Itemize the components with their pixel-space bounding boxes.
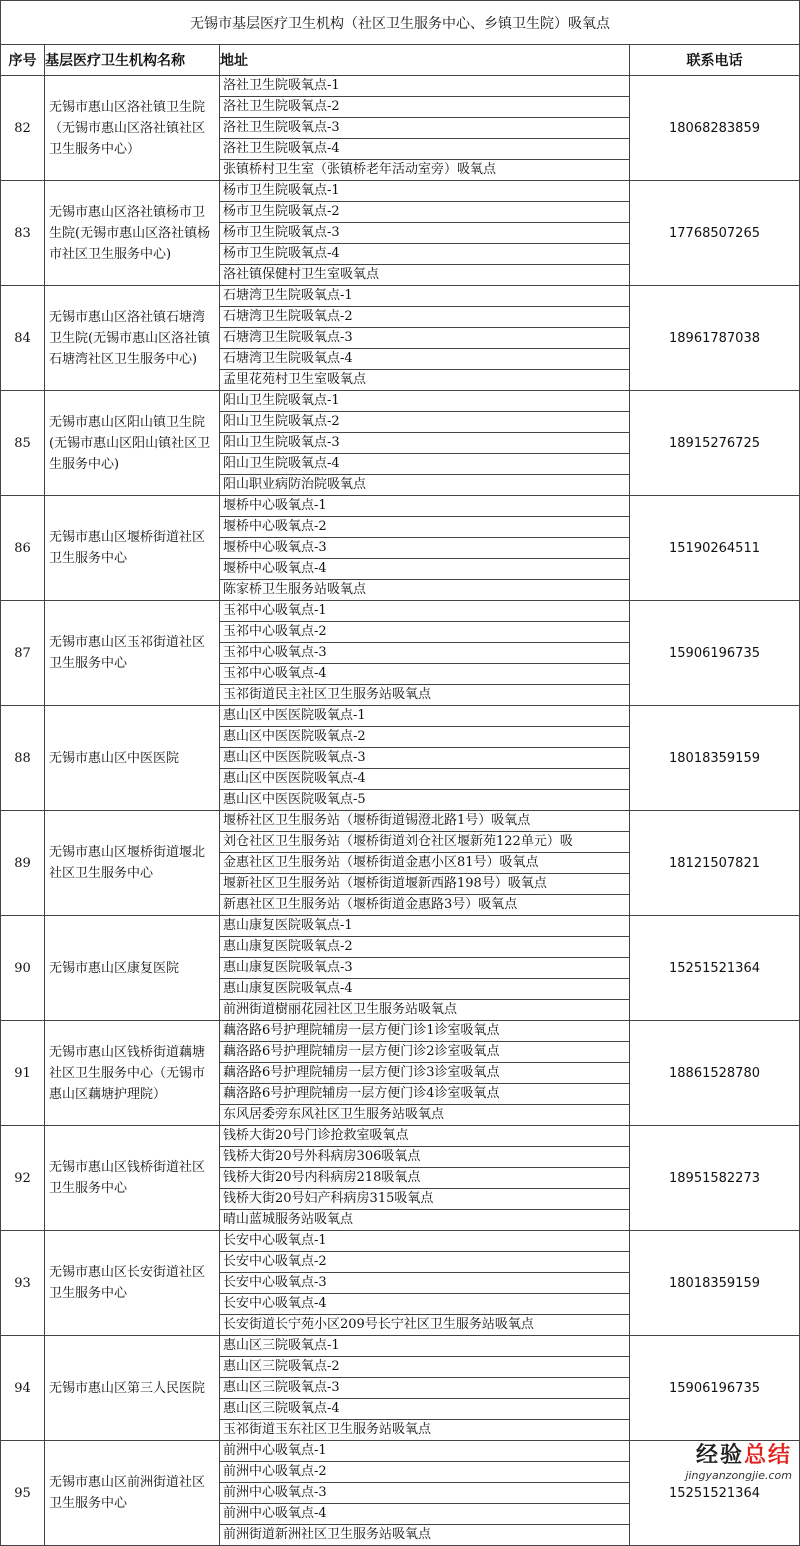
watermark-word-2: 总结	[743, 1443, 792, 1468]
address-item: 前洲中心吸氧点-3	[220, 1483, 629, 1504]
address-item: 石塘湾卫生院吸氧点-1	[220, 286, 629, 307]
institution-name: 无锡市惠山区阳山镇卫生院(无锡市惠山区阳山镇社区卫生服务中心)	[45, 391, 220, 496]
institution-name: 无锡市惠山区长安街道社区卫生服务中心	[45, 1231, 220, 1336]
address-item: 钱桥大街20号妇产科病房315吸氧点	[220, 1189, 629, 1210]
table-row	[1, 1231, 800, 1336]
address-list	[220, 181, 630, 286]
table-row	[1, 811, 800, 916]
serial-number: 94	[1, 1336, 45, 1441]
address-item: 洛社卫生院吸氧点-4	[220, 139, 629, 160]
address-item: 惠山区中医医院吸氧点-3	[220, 748, 629, 769]
serial-number: 87	[1, 601, 45, 706]
serial-number: 86	[1, 496, 45, 601]
contact-phone: 18121507821	[630, 811, 800, 916]
serial-number: 83	[1, 181, 45, 286]
table-row	[1, 181, 800, 286]
address-item: 孟里花苑村卫生室吸氧点	[223, 372, 367, 387]
address-list	[220, 706, 630, 811]
address-item: 长安中心吸氧点-3	[220, 1273, 629, 1294]
address-item: 藕洛路6号护理院辅房一层方便门诊3诊室吸氧点	[220, 1063, 629, 1084]
institution-name: 无锡市惠山区中医医院	[45, 706, 220, 811]
contact-phone: 17768507265	[630, 181, 800, 286]
address-item: 阳山卫生院吸氧点-1	[220, 391, 629, 412]
table-row	[1, 1021, 800, 1126]
address-item: 洛社镇保健村卫生室吸氧点	[223, 267, 380, 282]
header-institution-name: 基层医疗卫生机构名称	[45, 45, 220, 76]
address-item: 阳山卫生院吸氧点-2	[220, 412, 629, 433]
institution-name: 无锡市惠山区洛社镇卫生院（无锡市惠山区洛社镇社区卫生服务中心）	[45, 76, 220, 181]
header-address: 地址	[220, 45, 630, 76]
address-item: 惠山区三院吸氧点-3	[220, 1378, 629, 1399]
address-item: 堰桥中心吸氧点-3	[220, 538, 629, 559]
institution-name: 无锡市惠山区洛社镇杨市卫生院(无锡市惠山区洛社镇杨市社区卫生服务中心)	[45, 181, 220, 286]
address-item: 玉祁中心吸氧点-2	[220, 622, 629, 643]
address-item: 玉祁中心吸氧点-1	[220, 601, 629, 622]
table-title: 无锡市基层医疗卫生机构（社区卫生服务中心、乡镇卫生院）吸氧点	[1, 1, 800, 45]
address-list	[220, 916, 630, 1021]
address-item: 钱桥大街20号外科病房306吸氧点	[220, 1147, 629, 1168]
address-item: 惠山区中医医院吸氧点-5	[223, 792, 366, 807]
address-item: 玉祁街道玉东社区卫生服务站吸氧点	[223, 1422, 432, 1437]
address-item: 东风居委旁东风社区卫生服务站吸氧点	[223, 1107, 445, 1122]
serial-number: 88	[1, 706, 45, 811]
header-phone: 联系电话	[630, 45, 800, 76]
address-item: 堰桥中心吸氧点-4	[220, 559, 629, 580]
serial-number: 90	[1, 916, 45, 1021]
address-item: 前洲街道樹丽花园社区卫生服务站吸氧点	[223, 1002, 458, 1017]
address-list	[220, 286, 630, 391]
address-item: 阳山卫生院吸氧点-4	[220, 454, 629, 475]
table-row	[1, 706, 800, 811]
address-item: 洛社卫生院吸氧点-1	[220, 76, 629, 97]
serial-number: 93	[1, 1231, 45, 1336]
address-item: 新惠社区卫生服务站（堰桥街道金惠路3号）吸氧点	[223, 897, 518, 912]
contact-phone: 18018359159	[630, 706, 800, 811]
table-row	[1, 496, 800, 601]
address-item: 洛社卫生院吸氧点-2	[220, 97, 629, 118]
address-item: 惠山康复医院吸氧点-2	[220, 937, 629, 958]
address-item: 前洲中心吸氧点-4	[220, 1504, 629, 1525]
serial-number: 89	[1, 811, 45, 916]
address-item: 前洲街道新洲社区卫生服务站吸氧点	[223, 1527, 432, 1542]
institution-name: 无锡市惠山区玉祁街道社区卫生服务中心	[45, 601, 220, 706]
address-list	[220, 76, 630, 181]
address-item: 陈家桥卫生服务站吸氧点	[223, 582, 367, 597]
address-item: 石塘湾卫生院吸氧点-3	[220, 328, 629, 349]
contact-phone: 15906196735	[630, 601, 800, 706]
contact-phone: 18068283859	[630, 76, 800, 181]
serial-number: 82	[1, 76, 45, 181]
serial-number: 92	[1, 1126, 45, 1231]
address-list	[220, 1441, 630, 1546]
contact-phone: 18961787038	[630, 286, 800, 391]
address-item: 惠山区中医医院吸氧点-2	[220, 727, 629, 748]
address-item: 杨市卫生院吸氧点-3	[220, 223, 629, 244]
contact-phone: 15251521364	[630, 916, 800, 1021]
header-serial-no: 序号	[1, 45, 45, 76]
table-row	[1, 391, 800, 496]
address-item: 杨市卫生院吸氧点-2	[220, 202, 629, 223]
institution-name: 无锡市惠山区第三人民医院	[45, 1336, 220, 1441]
table-row	[1, 1441, 800, 1546]
table-row	[1, 601, 800, 706]
contact-phone: 18951582273	[630, 1126, 800, 1231]
contact-phone: 18018359159	[630, 1231, 800, 1336]
address-item: 玉祁中心吸氧点-4	[220, 664, 629, 685]
address-item: 前洲中心吸氧点-2	[220, 1462, 629, 1483]
institution-name: 无锡市惠山区钱桥街道藕塘社区卫生服务中心（无锡市惠山区藕塘护理院）	[45, 1021, 220, 1126]
contact-phone: 15190264511	[630, 496, 800, 601]
contact-phone: 18915276725	[630, 391, 800, 496]
address-list	[220, 1021, 630, 1126]
address-item: 前洲中心吸氧点-1	[220, 1441, 629, 1462]
institution-name: 无锡市惠山区钱桥街道社区卫生服务中心	[45, 1126, 220, 1231]
address-item: 惠山区三院吸氧点-2	[220, 1357, 629, 1378]
address-item: 阳山卫生院吸氧点-3	[220, 433, 629, 454]
table-row	[1, 76, 800, 181]
address-item: 石塘湾卫生院吸氧点-4	[220, 349, 629, 370]
address-item: 堰桥中心吸氧点-2	[220, 517, 629, 538]
address-item: 玉祁街道民主社区卫生服务站吸氧点	[223, 687, 432, 702]
address-item: 惠山区三院吸氧点-1	[220, 1336, 629, 1357]
address-item: 藕洛路6号护理院辅房一层方便门诊4诊室吸氧点	[220, 1084, 629, 1105]
table-row	[1, 1336, 800, 1441]
contact-phone: 15906196735	[630, 1336, 800, 1441]
address-item: 玉祁中心吸氧点-3	[220, 643, 629, 664]
address-item: 钱桥大街20号内科病房218吸氧点	[220, 1168, 629, 1189]
address-item: 长安街道长宁苑小区209号长宁社区卫生服务站吸氧点	[223, 1317, 534, 1332]
serial-number: 85	[1, 391, 45, 496]
address-list	[220, 496, 630, 601]
site-watermark	[685, 1438, 792, 1482]
address-item: 杨市卫生院吸氧点-1	[220, 181, 629, 202]
address-item: 长安中心吸氧点-4	[220, 1294, 629, 1315]
address-item: 惠山康复医院吸氧点-4	[220, 979, 629, 1000]
institution-name: 无锡市惠山区洛社镇石塘湾卫生院(无锡市惠山区洛社镇石塘湾社区卫生服务中心)	[45, 286, 220, 391]
address-item: 惠山康复医院吸氧点-3	[220, 958, 629, 979]
address-item: 堰桥社区卫生服务站（堰桥街道锡澄北路1号）吸氧点	[220, 811, 629, 832]
institution-name: 无锡市惠山区堰桥街道社区卫生服务中心	[45, 496, 220, 601]
address-item: 晴山蓝城服务站吸氧点	[223, 1212, 354, 1227]
watermark-url: jingyanzongjie.com	[685, 1469, 792, 1482]
address-item: 张镇桥村卫生室（张镇桥老年活动室旁）吸氧点	[223, 162, 497, 177]
address-item: 藕洛路6号护理院辅房一层方便门诊2诊室吸氧点	[220, 1042, 629, 1063]
address-item: 洛社卫生院吸氧点-3	[220, 118, 629, 139]
address-item: 惠山区中医医院吸氧点-4	[220, 769, 629, 790]
institution-name: 无锡市惠山区前洲街道社区卫生服务中心	[45, 1441, 220, 1546]
table-row	[1, 916, 800, 1021]
contact-phone: 18861528780	[630, 1021, 800, 1126]
institution-name: 无锡市惠山区康复医院	[45, 916, 220, 1021]
address-item: 堰新社区卫生服务站（堰桥街道堰新西路198号）吸氧点	[220, 874, 629, 895]
address-item: 堰桥中心吸氧点-1	[220, 496, 629, 517]
address-list	[220, 811, 630, 916]
institution-name: 无锡市惠山区堰桥街道堰北社区卫生服务中心	[45, 811, 220, 916]
address-item: 刘仓社区卫生服务站（堰桥街道刘仓社区堰新苑122单元）吸	[220, 832, 629, 853]
address-item: 惠山区三院吸氧点-4	[220, 1399, 629, 1420]
address-item: 金惠社区卫生服务站（堰桥街道金惠小区81号）吸氧点	[220, 853, 629, 874]
address-list	[220, 601, 630, 706]
watermark-word-1: 经验	[695, 1443, 744, 1468]
serial-number: 95	[1, 1441, 45, 1546]
address-item: 阳山职业病防治院吸氧点	[223, 477, 367, 492]
address-item: 惠山区中医医院吸氧点-1	[220, 706, 629, 727]
contact-phone: 15251521364	[630, 1441, 800, 1546]
serial-number: 91	[1, 1021, 45, 1126]
address-item: 藕洛路6号护理院辅房一层方便门诊1诊室吸氧点	[220, 1021, 629, 1042]
table-row	[1, 286, 800, 391]
address-item: 石塘湾卫生院吸氧点-2	[220, 307, 629, 328]
address-item: 钱桥大街20号门诊抢救室吸氧点	[220, 1126, 629, 1147]
address-item: 长安中心吸氧点-1	[220, 1231, 629, 1252]
header-row	[1, 45, 800, 76]
table-row	[1, 1126, 800, 1231]
serial-number: 84	[1, 286, 45, 391]
address-list	[220, 1126, 630, 1231]
address-list	[220, 1231, 630, 1336]
address-item: 杨市卫生院吸氧点-4	[220, 244, 629, 265]
address-list	[220, 391, 630, 496]
address-list	[220, 1336, 630, 1441]
address-item: 惠山康复医院吸氧点-1	[220, 916, 629, 937]
address-item: 长安中心吸氧点-2	[220, 1252, 629, 1273]
